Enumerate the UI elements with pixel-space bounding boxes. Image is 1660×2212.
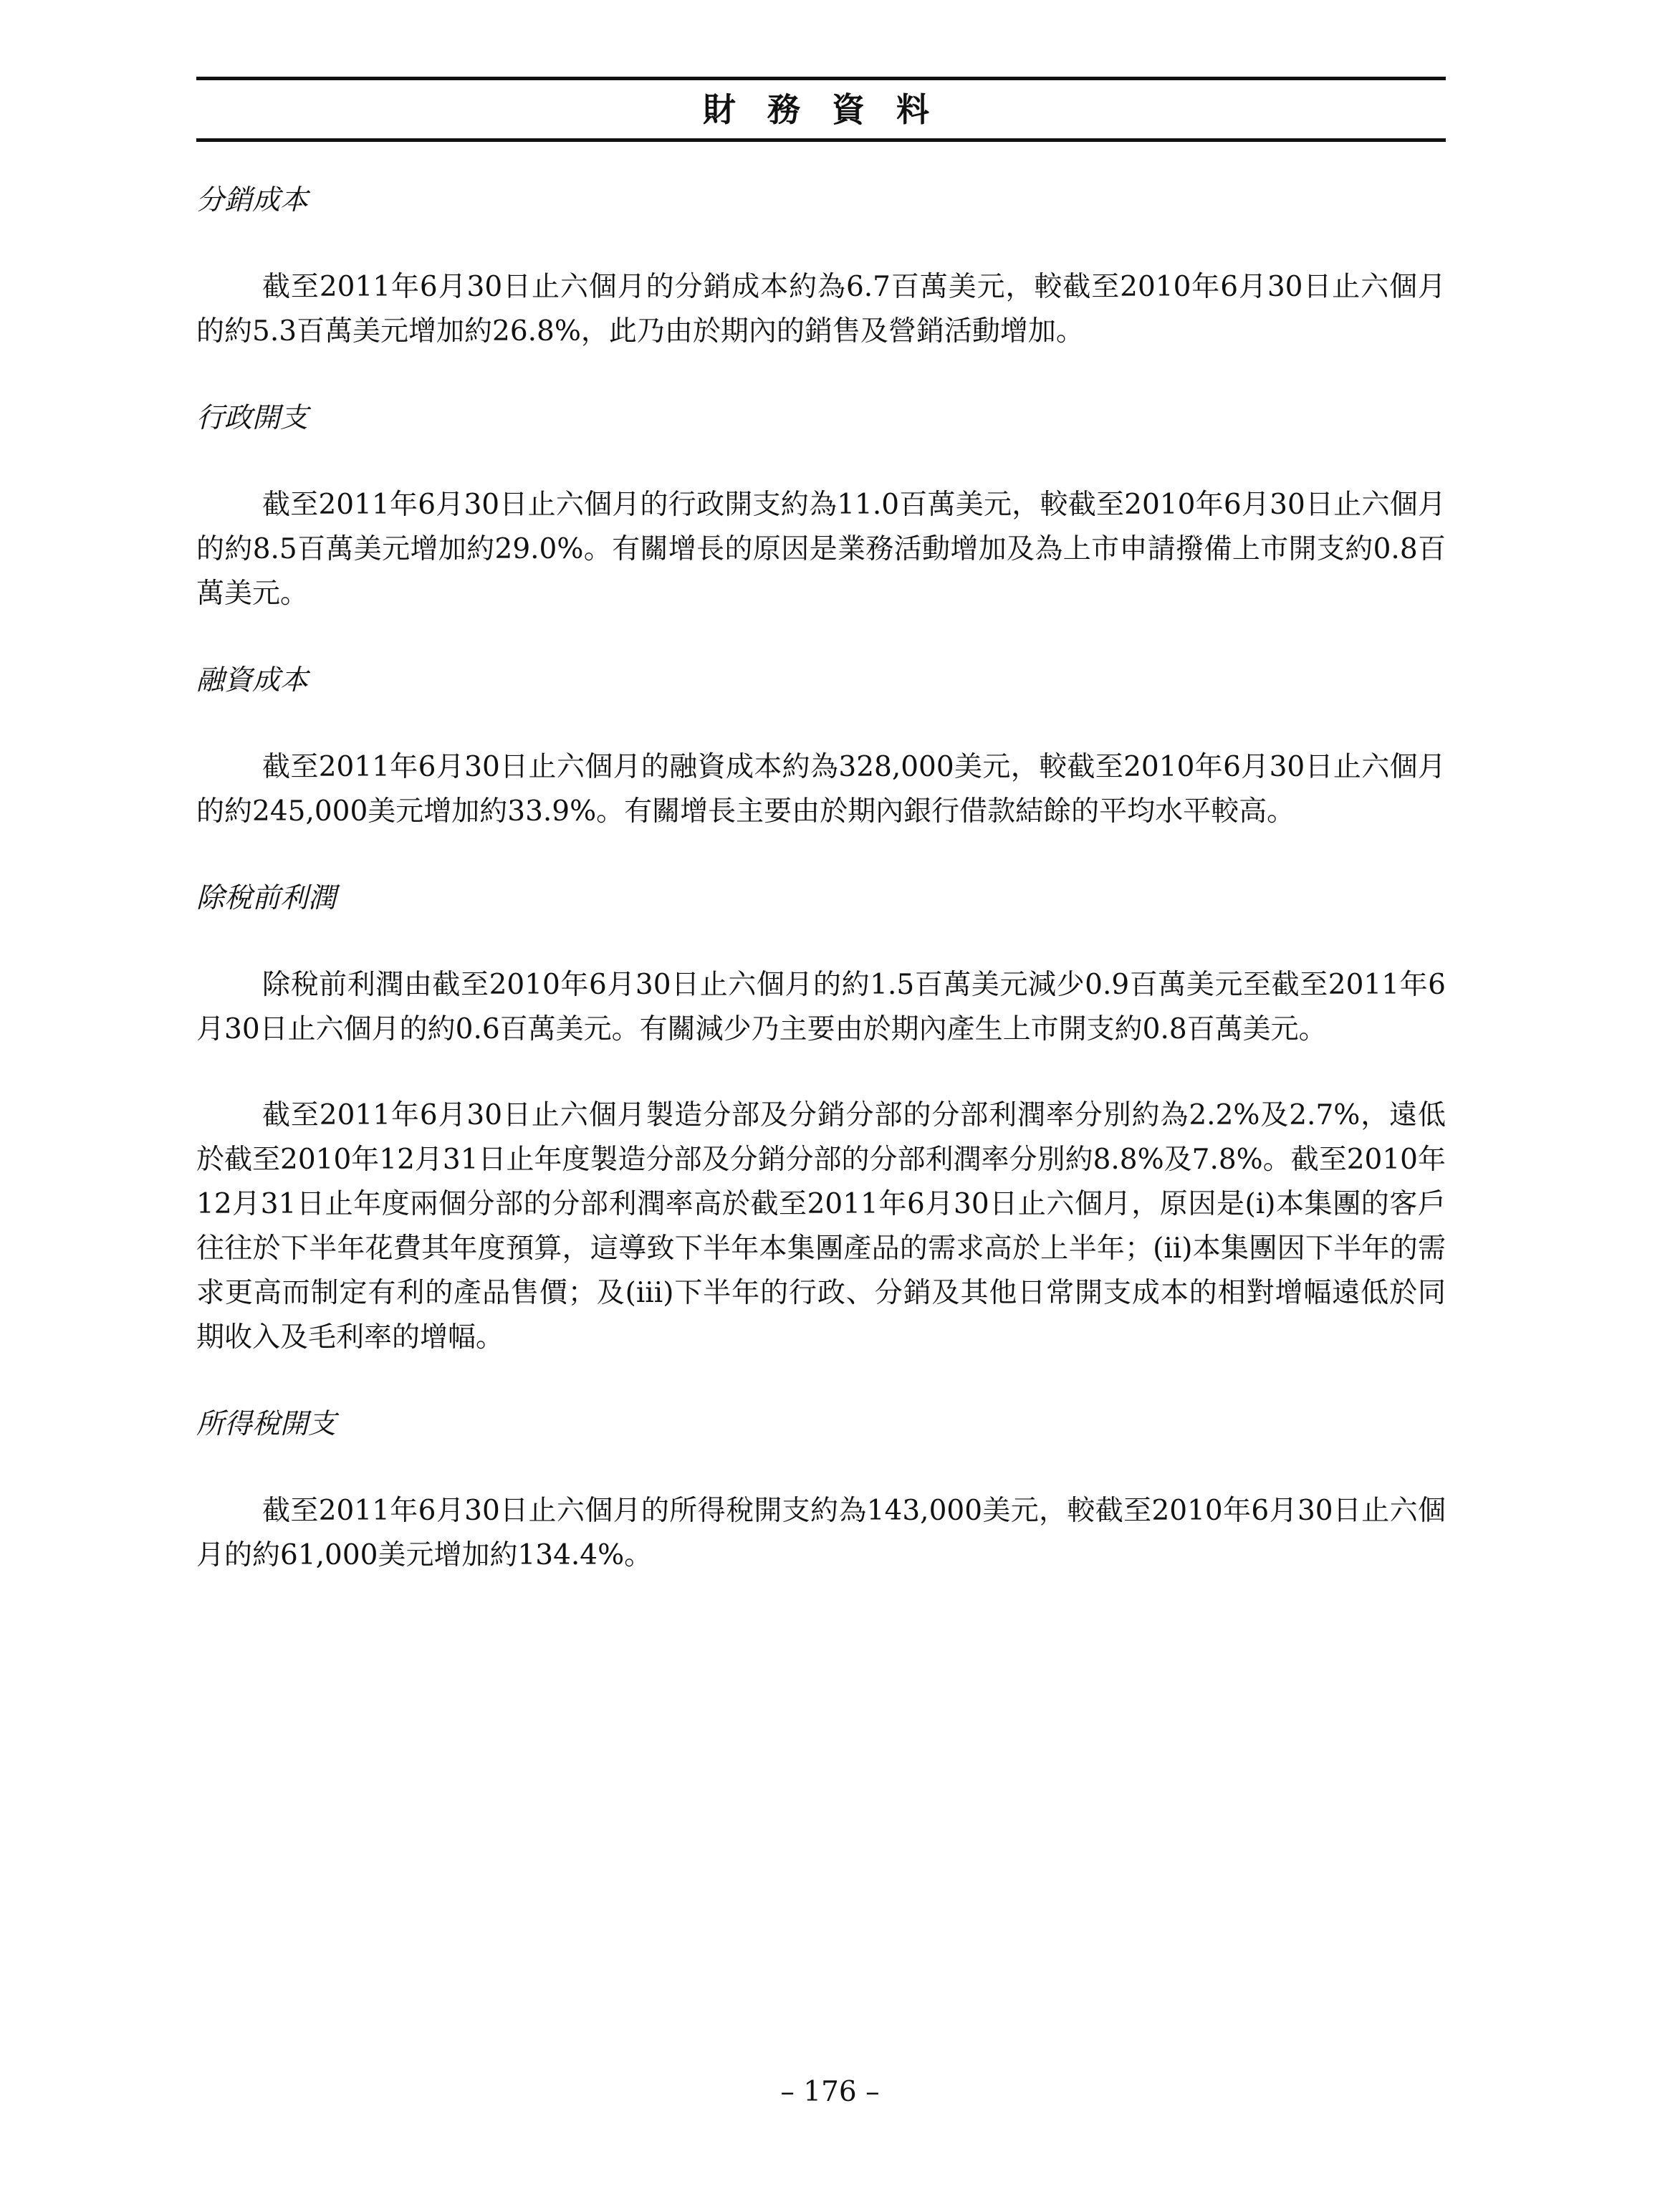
section-heading: 所得稅開支 (196, 1408, 337, 1440)
paragraph: 截至2011年6月30日止六個月的融資成本約為328,000美元，較截至2010年6月30日止六個月的約245,000美元增加約33.9%。有關增長主要由於期內銀行借款結餘的平均水平較高。 (196, 751, 1446, 828)
section-administrative-expenses (196, 396, 1446, 616)
section-heading: 分銷成本 (196, 184, 309, 216)
page-title: 財 務 資 料 (702, 90, 940, 129)
section-finance-costs (196, 658, 1446, 834)
paragraph: 截至2011年6月30日止六個月製造分部及分銷分部的分部利潤率分別約為2.2%及2.7%，遠低於截至2010年12月31日止年度製造分部及分銷分部的分部利潤率分別約8.8%及7.8%。截至2010年12月31日止年度兩個分部的分部利潤率高於截至2011年6月30日止六個月，原因是(i)本集團的客戶往往於下半年花費其年度預算，這導致下半年本集團產品的需求高於上半年；(ii)本集團因下半年的需求更高而制定有利的產品售價；及(iii)下半年的行政、分銷及其他日常開支成本的相對增幅遠低於同期收入及毛利率的增幅。 (196, 1099, 1446, 1354)
header-bottom-rule (196, 138, 1446, 142)
document-body (196, 178, 1446, 1578)
section-heading: 融資成本 (196, 664, 309, 696)
section-heading: 行政開支 (196, 402, 309, 434)
page-number: – 176 – (780, 2076, 880, 2108)
paragraph: 截至2011年6月30日止六個月的分銷成本約為6.7百萬美元，較截至2010年6月30日止六個月的約5.3百萬美元增加約26.8%，此乃由於期內的銷售及營銷活動增加。 (196, 271, 1446, 348)
paragraph: 截至2011年6月30日止六個月的行政開支約為11.0百萬美元，較截至2010年6月30日止六個月的約8.5百萬美元增加約29.0%。有關增長的原因是業務活動增加及為上市申請撥備上市開支約0.8百萬美元。 (196, 489, 1446, 610)
header-top-rule (196, 77, 1446, 80)
paragraph: 截至2011年6月30日止六個月的所得稅開支約為143,000美元，較截至2010年6月30日止六個月的約61,000美元增加約134.4%。 (196, 1495, 1446, 1571)
section-income-tax-expense (196, 1402, 1446, 1578)
paragraph: 除稅前利潤由截至2010年6月30日止六個月的約1.5百萬美元減少0.9百萬美元至截至2011年6月30日止六個月的約0.6百萬美元。有關減少乃主要由於期內產生上市開支約0.8百萬美元。 (196, 969, 1446, 1045)
section-distribution-costs (196, 178, 1446, 354)
section-profit-before-tax (196, 876, 1446, 1360)
section-heading: 除稅前利潤 (196, 882, 337, 914)
